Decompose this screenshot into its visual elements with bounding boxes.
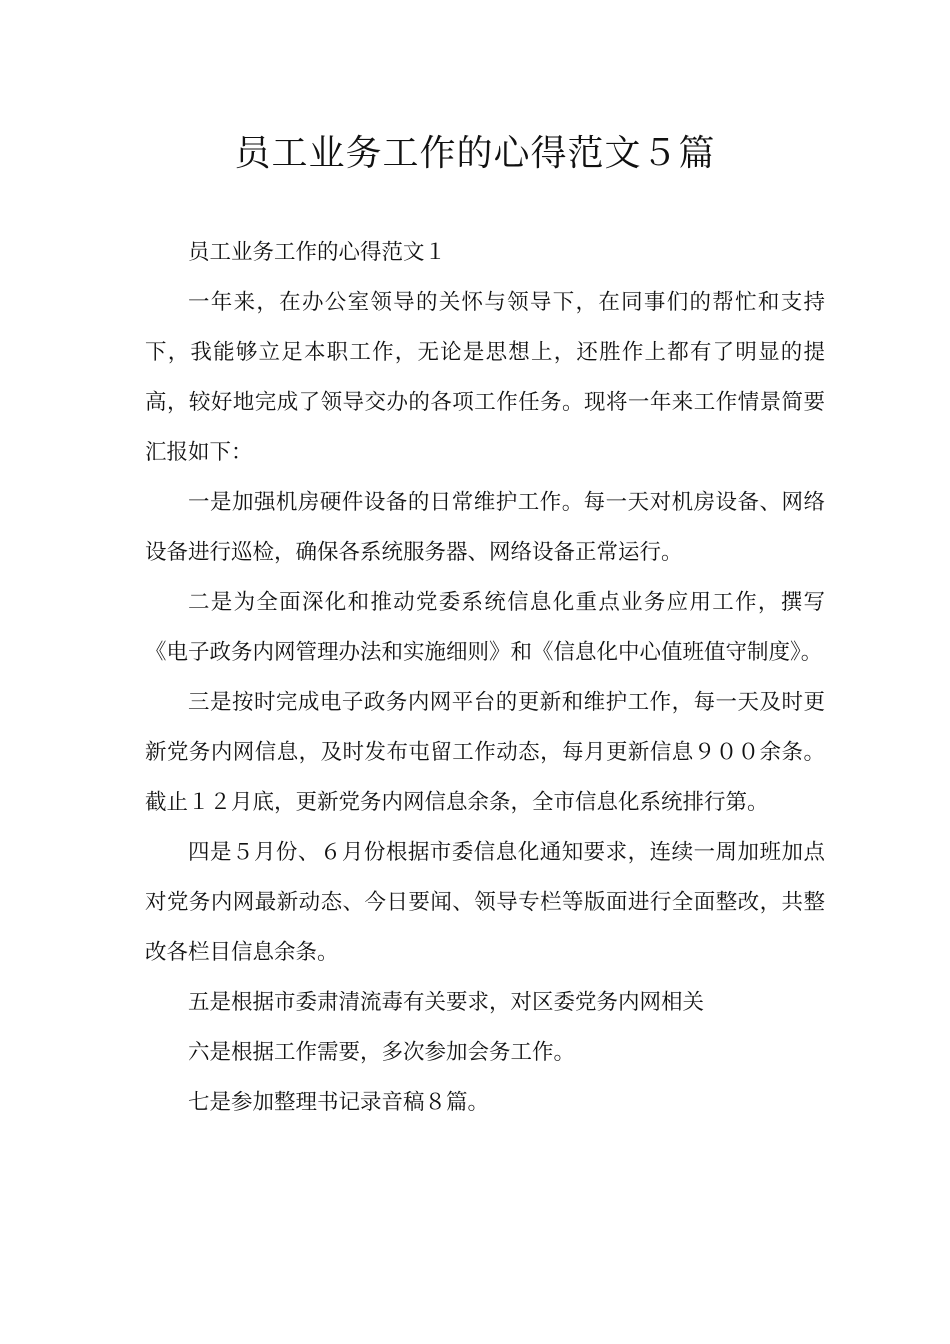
document-title: 员工业务工作的心得范文５篇 <box>234 133 716 174</box>
paragraph-intro: 一年来，在办公室领导的关怀与领导下，在同事们的帮忙和支持下，我能够立足本职工作，无论是思想上，还胜作上都有了明显的提高，较好地完成了领导交办的各项工作任务。现将一年来工作情景简要汇报如下： <box>145 290 825 465</box>
paragraph-item-4: 四是５月份、６月份根据市委信息化通知要求，连续一周加班加点对党务内网最新动态、今日要闻、领导专栏等版面进行全面整改，共整改各栏目信息余条。 <box>145 840 825 965</box>
section-heading: 员工业务工作的心得范文１ <box>188 240 447 265</box>
paragraph-item-2: 二是为全面深化和推动党委系统信息化重点业务应用工作，撰写《电子政务内网管理办法和实施细则》和《信息化中心值班值守制度》。 <box>145 590 825 665</box>
paragraph-item-7: 七是参加整理书记录音稿８篇。 <box>188 1090 490 1115</box>
paragraph-item-5: 五是根据市委肃清流毒有关要求，对区委党务内网相关 <box>188 990 705 1015</box>
paragraph-item-1: 一是加强机房硬件设备的日常维护工作。每一天对机房设备、网络设备进行巡检，确保各系统服务器、网络设备正常运行。 <box>145 490 825 565</box>
paragraph-item-3: 三是按时完成电子政务内网平台的更新和维护工作，每一天及时更新党务内网信息，及时发布屯留工作动态，每月更新信息９００余条。截止１２月底，更新党务内网信息余条，全市信息化系统排行第。 <box>145 690 825 815</box>
paragraph-item-6: 六是根据工作需要，多次参加会务工作。 <box>188 1040 576 1065</box>
document-body <box>145 228 825 1128</box>
